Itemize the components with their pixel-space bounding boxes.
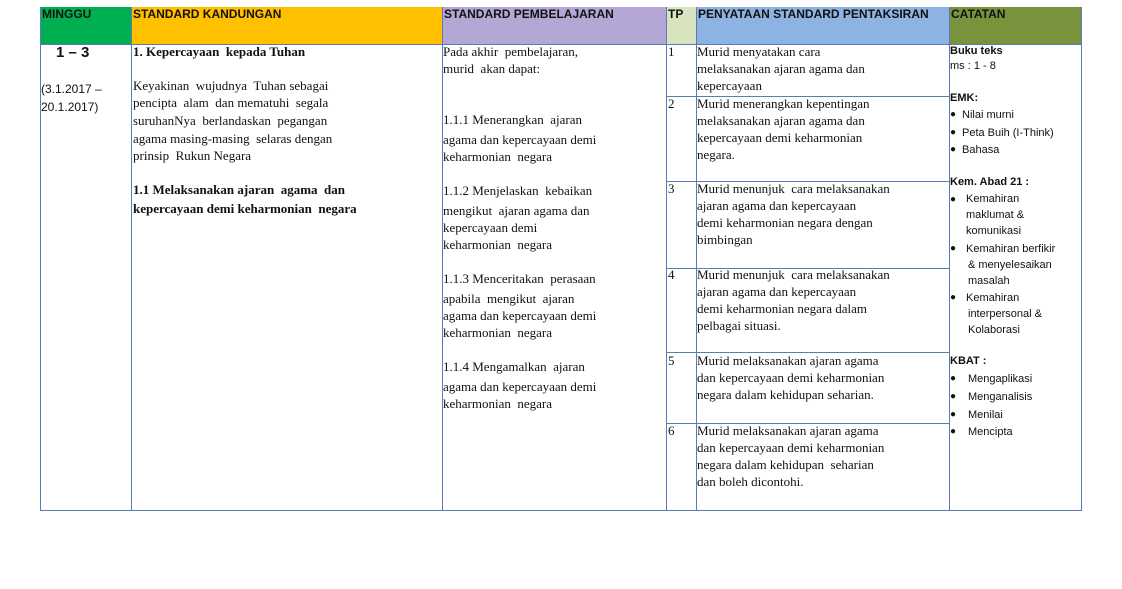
pembelajaran-item-line: keharmonian negara [443, 237, 553, 252]
pembelajaran-item-line: 1.1.4 Mengamalkan ajaran [443, 359, 585, 374]
pembelajaran-item-line: 1.1.1 Menerangkan ajaran [443, 112, 582, 127]
abad-item-line: & menyelesaikan [968, 259, 1052, 271]
header-standard-kandungan [131, 7, 442, 44]
pembelajaran-intro-line: murid akan dapat: [443, 61, 541, 76]
tp-statement-line: negara. [697, 147, 735, 162]
pembelajaran-item-line: kepercayaan demi [443, 220, 538, 235]
abad-item-line: Kemahiran [966, 193, 1020, 205]
col-border [442, 7, 443, 511]
catatan-emk-title: EMK: [950, 92, 979, 104]
catatan-abad-title: Kem. Abad 21 : [950, 176, 1030, 188]
pembelajaran-item-line: keharmonian negara [443, 325, 553, 340]
pembelajaran-item-line: agama dan kepercayaan demi [443, 308, 597, 323]
kbat-item: Menganalisis [968, 391, 1033, 403]
col-border [131, 7, 132, 511]
tp-statement-line: Murid melaksanakan ajaran agama [697, 423, 879, 438]
catatan-buku-title: Buku teks [950, 45, 1003, 57]
bullet-icon: ● [950, 144, 957, 155]
bullet-icon: ● [950, 409, 957, 420]
bullet-icon: ● [950, 391, 957, 402]
header-catatan [949, 7, 1082, 44]
tp-statement-line: Murid menunjuk cara melaksanakan [697, 181, 890, 196]
bullet-icon: ● [950, 243, 957, 254]
pembelajaran-item-line: mengikut ajaran agama dan [443, 203, 590, 218]
abad-item-line: Kemahiran berfikir [966, 243, 1056, 255]
bullet-icon: ● [950, 194, 957, 205]
header-standard-pembelajaran-label: STANDARD PEMBELAJARAN [444, 7, 614, 21]
tp-statement-line: bimbingan [697, 232, 753, 247]
pembelajaran-item-line: agama dan kepercayaan demi [443, 132, 597, 147]
catatan-kbat-title: KBAT : [950, 355, 987, 367]
tp-number: 5 [668, 353, 675, 368]
header-standard-kandungan-label: STANDARD KANDUNGAN [133, 7, 282, 21]
kandungan-para-line: Keyakinan wujudnya Tuhan sebagai [133, 78, 329, 93]
header-tp [666, 7, 696, 44]
abad-item-line: Kemahiran [966, 292, 1020, 304]
kandungan-para-line: suruhanNya berlandaskan pegangan [133, 113, 328, 128]
tp-number: 1 [668, 44, 675, 59]
tp-statement-line: kepercayaan [697, 78, 762, 93]
emk-item: Peta Buih (I-Think) [962, 127, 1054, 139]
kbat-item: Mengaplikasi [968, 373, 1033, 385]
bullet-icon: ● [950, 109, 957, 120]
pembelajaran-item-line: keharmonian negara [443, 149, 553, 164]
tp-statement-line: ajaran agama dan kepercayaan [697, 284, 857, 299]
tp-statement-line: negara dalam kehidupan seharian. [697, 387, 874, 402]
tp-statement-line: Murid menyatakan cara [697, 44, 821, 59]
tp-statement-line: demi keharmonian negara dengan [697, 215, 873, 230]
kandungan-para-line: prinsip Rukun Negara [133, 148, 252, 163]
week-date-end: 20.1.2017) [41, 100, 99, 114]
header-tp-label: TP [668, 7, 684, 21]
kandungan-title: 1. Kepercayaan kepada Tuhan [133, 44, 306, 59]
bullet-icon: ● [950, 127, 957, 138]
kandungan-para-line: pencipta alam dan mematuhi segala [133, 95, 329, 110]
tp-statement-line: melaksanakan ajaran agama dan [697, 113, 865, 128]
header-minggu [40, 7, 131, 44]
pembelajaran-intro-line: Pada akhir pembelajaran, [443, 44, 578, 59]
kbat-item: Mencipta [968, 426, 1013, 438]
kbat-item: Menilai [968, 409, 1003, 421]
tp-statement-line: dan kepercayaan demi keharmonian [697, 440, 885, 455]
header-pernyataan [696, 7, 949, 44]
pembelajaran-item-line: apabila mengikut ajaran [443, 291, 575, 306]
kandungan-standard-line: kepercayaan demi keharmonian negara [133, 201, 357, 216]
week-number: 1 – 3 [56, 44, 90, 61]
tp-statement-line: Murid melaksanakan ajaran agama [697, 353, 879, 368]
abad-item-line: komunikasi [966, 225, 1022, 237]
bullet-icon: ● [950, 292, 957, 303]
pembelajaran-item-line: agama dan kepercayaan demi [443, 379, 597, 394]
table-bottom-border [40, 510, 1082, 511]
header-catatan-label: CATATAN [951, 7, 1006, 21]
pembelajaran-item-line: 1.1.3 Menceritakan perasaan [443, 271, 596, 286]
abad-item-line: masalah [968, 275, 1010, 287]
tp-statement-line: ajaran agama dan kepercayaan [697, 198, 857, 213]
tp-statement-line: Murid menerangkan kepentingan [697, 96, 870, 111]
kandungan-standard-line: 1.1 Melaksanakan ajaran agama dan [133, 182, 345, 197]
tp-number: 6 [668, 423, 675, 438]
tp-number: 3 [668, 181, 675, 196]
bullet-icon: ● [950, 426, 957, 437]
tp-statement-line: melaksanakan ajaran agama dan [697, 61, 865, 76]
abad-item-line: interpersonal & [968, 308, 1042, 320]
tp-statement-line: pelbagai situasi. [697, 318, 781, 333]
emk-item: Nilai murni [962, 109, 1014, 121]
pembelajaran-item-line: 1.1.2 Menjelaskan kebaikan [443, 183, 593, 198]
emk-item: Bahasa [962, 144, 1000, 156]
tp-statement-line: dan kepercayaan demi keharmonian [697, 370, 885, 385]
tp-statement-line: negara dalam kehidupan seharian [697, 457, 874, 472]
abad-item-line: maklumat & [966, 209, 1025, 221]
pembelajaran-item-line: keharmonian negara [443, 396, 553, 411]
kandungan-para-line: agama masing-masing selaras dengan [133, 131, 333, 146]
header-minggu-label: MINGGU [42, 7, 92, 21]
abad-item-line: Kolaborasi [968, 324, 1020, 336]
week-date-start: (3.1.2017 – [41, 82, 102, 96]
tp-statement-line: kepercayaan demi keharmonian [697, 130, 863, 145]
header-standard-pembelajaran [442, 7, 666, 44]
tp-number: 4 [668, 267, 675, 282]
col-border [666, 7, 667, 511]
tp-number: 2 [668, 96, 675, 111]
catatan-buku-pages: ms : 1 - 8 [950, 60, 996, 72]
col-border [1081, 7, 1082, 511]
header-pernyataan-label: PENYATAAN STANDARD PENTAKSIRAN [698, 7, 929, 21]
tp-statement-line: demi keharmonian negara dalam [697, 301, 868, 316]
bullet-icon: ● [950, 373, 957, 384]
tp-statement-line: dan boleh dicontohi. [697, 474, 804, 489]
tp-statement-line: Murid menunjuk cara melaksanakan [697, 267, 890, 282]
